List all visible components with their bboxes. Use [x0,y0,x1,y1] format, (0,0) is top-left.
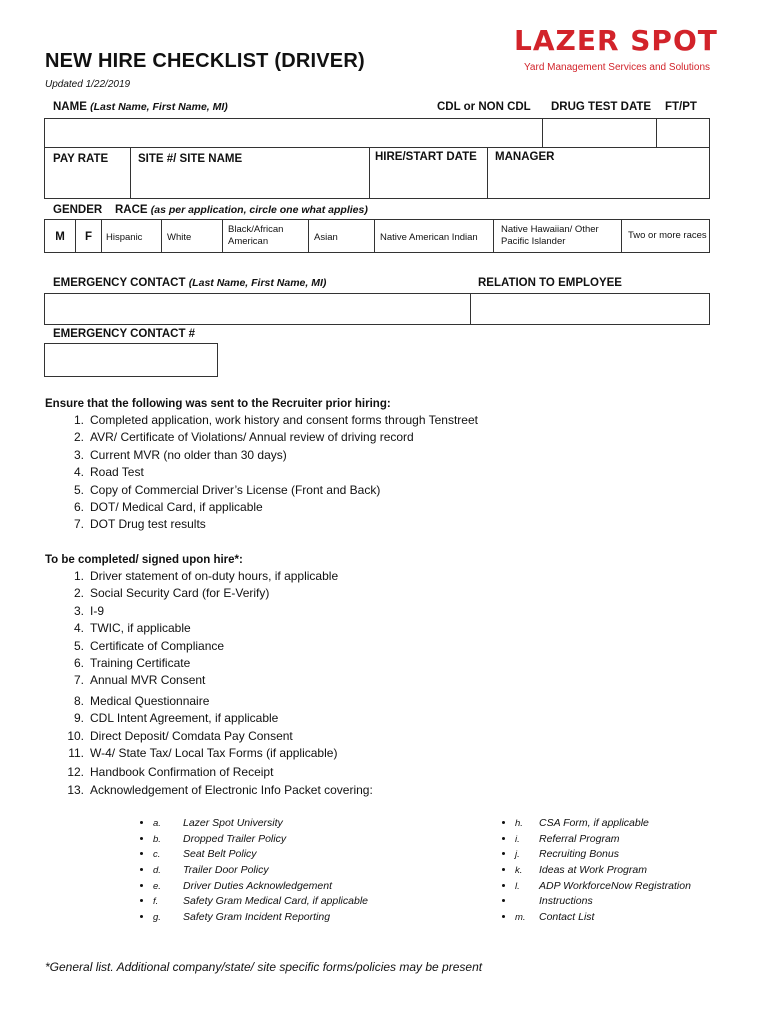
list-item: 5. Certificate of Compliance [73,638,225,653]
list-item: 7. Annual MVR Consent [73,673,206,688]
emergency-contact-field[interactable] [44,293,471,325]
list-item: • k. Ideas at Work Program [515,863,691,879]
ftpt-field[interactable] [656,118,710,148]
race-text: Hispanic [106,232,143,243]
company-logo [496,24,726,76]
logo-tagline: Yard Management Services and Solutions [524,62,711,73]
page-title: NEW HIRE CHECKLIST (DRIVER) [45,50,365,72]
name-label [53,101,228,113]
list-item: • j. Recruiting Bonus [515,847,691,863]
list-item: • b. Dropped Trailer Policy [153,832,368,848]
list-item: • m. Contact List [515,910,691,926]
list-item: 6. DOT/ Medical Card, if applicable [73,499,263,514]
race-option-native-american[interactable] [375,220,494,253]
gender-option-f[interactable] [76,220,102,253]
list-item: 4. Road Test [73,465,144,480]
race-text: Black/African American [228,224,284,247]
race-text: Two or more races [628,230,707,241]
race-option-white[interactable] [162,220,223,253]
upon-hire-list [40,568,373,799]
list-item: • c. Seat Belt Policy [153,847,368,863]
packet-list-left [113,816,368,926]
ftpt-label: FT/PT [665,101,697,113]
name-hint: (Last Name, First Name, MI) [90,101,228,113]
prior-hiring-list [40,412,478,534]
race-option-black[interactable] [223,220,309,253]
list-item: 6. Training Certificate [73,655,191,670]
list-item: 5. Copy of Commercial Driver’s License (Front and Back) [73,482,381,497]
list-item: • l. ADP WorkforceNow Registration [515,879,691,895]
race-option-pacific-islander[interactable] [494,220,622,253]
pay-rate-label: PAY RATE [53,153,109,165]
emergency-contact-label-text: EMERGENCY CONTACT [53,277,186,289]
list-item: 2. AVR/ Certificate of Violations/ Annual review of driving record [73,430,414,445]
list-item: • a. Lazer Spot University [153,816,368,832]
race-text: Asian [314,232,338,243]
list-item: 1. Completed application, work history and consent forms through Tenstreet [73,413,478,427]
upon-hire-heading: To be completed/ signed upon hire*: [45,554,243,566]
drug-test-date-field[interactable] [542,118,657,148]
list-item: 3. I-9 [73,603,105,618]
list-item: 11. W-4/ State Tax/ Local Tax Forms (if applicable) [68,745,338,760]
list-item: • Instructions [515,894,691,910]
manager-label: MANAGER [495,151,555,163]
list-item: 8. Medical Questionnaire [73,693,210,708]
list-item: • i. Referral Program [515,832,691,848]
packet-list-right [475,816,691,926]
emergency-contact-label [53,277,326,289]
updated-date: Updated 1/22/2019 [45,79,131,90]
list-item: • f. Safety Gram Medical Card, if applicable [153,894,368,910]
gender-label: GENDER [53,204,103,216]
drug-test-label: DRUG TEST DATE [551,101,652,113]
emergency-contact-hint: (Last Name, First Name, MI) [188,277,327,289]
list-item: 3. Current MVR (no older than 30 days) [73,447,287,462]
relation-field[interactable] [470,293,710,325]
race-gender-table [44,219,710,253]
name-field[interactable] [44,118,543,148]
list-item: 4. TWIC, if applicable [73,621,191,636]
race-text: Native American Indian [380,232,478,243]
cdl-label: CDL or NON CDL [437,101,531,113]
gender-f-text: F [84,231,93,243]
race-hint: (as per application, circle one what applies) [150,204,368,216]
list-item: • h. CSA Form, if applicable [515,816,691,832]
list-item: 10. Direct Deposit/ Comdata Pay Consent [67,728,293,743]
logo-wordmark: LAZER SPOT [514,24,718,57]
race-option-asian[interactable] [309,220,375,253]
list-item: • e. Driver Duties Acknowledgement [153,879,368,895]
list-item: 2. Social Security Card (for E-Verify) [73,586,270,601]
race-label [115,204,368,216]
hire-date-label: HIRE/START DATE [375,151,477,163]
race-text: Native Hawaiian/ Other Pacific Islander [501,224,599,247]
list-item: 1. Driver statement of on-duty hours, if applicable [73,569,339,583]
list-item: 12. Handbook Confirmation of Receipt [67,765,274,780]
name-label-text: NAME [53,101,87,113]
emergency-number-label: EMERGENCY CONTACT # [53,328,196,340]
emergency-number-field[interactable] [44,343,218,377]
list-item: • g. Safety Gram Incident Reporting [153,910,368,926]
race-option-hispanic[interactable] [102,220,162,253]
list-item: • d. Trailer Door Policy [153,863,368,879]
gender-option-m[interactable] [45,220,76,253]
prior-hiring-heading: Ensure that the following was sent to the Recruiter prior hiring: [45,398,391,410]
list-item: 7. DOT Drug test results [73,517,206,532]
race-label-text: RACE [115,204,148,216]
race-option-two-or-more[interactable] [622,220,710,253]
gender-m-text: M [55,231,65,243]
footer-note: *General list. Additional company/state/ site specific forms/policies may be present [45,960,483,974]
site-label: SITE #/ SITE NAME [138,153,243,165]
race-text: White [167,232,192,243]
relation-label: RELATION TO EMPLOYEE [478,277,622,289]
list-item: 9. CDL Intent Agreement, if applicable [73,711,279,726]
list-item: 13. Acknowledgement of Electronic Info Packet covering: [67,782,373,797]
